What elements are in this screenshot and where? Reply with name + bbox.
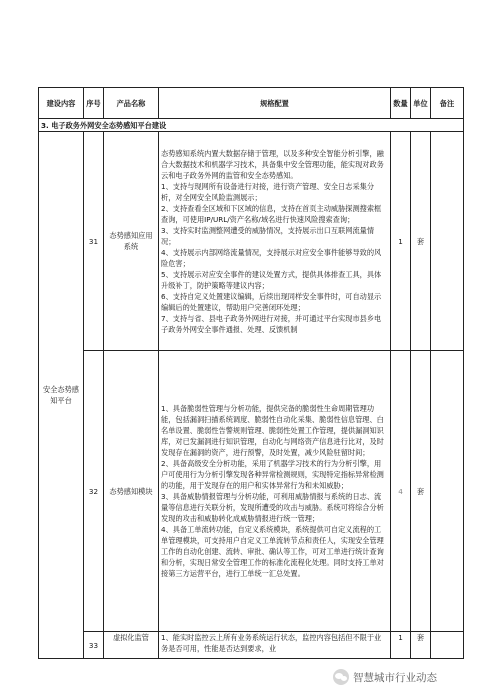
spec-table [38,87,464,659]
spec-line: 1、能实时监控云上所有业务系统运行状态，监控内容包括但不限于业务是否可用，性能是否达到要求，业 [161,633,382,653]
table-header-row [39,88,464,119]
spec-line: 3、支持实时监测整网遭受的威胁情况，支持展示出口互联网流量情况； [161,225,375,246]
note [431,632,464,659]
watermark-text: 智慧城市行业动态 [353,671,437,684]
product-name: 虚拟化监管 [104,632,159,659]
spec-cell [159,351,391,632]
spec-line: 7、支持与省、县电子政务外网进行对接，并可通过平台实现市县乡电子政务外网安全事件通报、处理、反馈机制 [161,313,382,334]
wechat-icon [333,669,349,685]
spec-line: 4、具备工单流转功能，自定义系统模块，系统提供可自定义流程的工单管理模块，可支持用户自定义工单流转节点和责任人，实现安全管理工作的自动化创建、流转、审批、确认等工作，可对工单进行统计查询和分析，实现日常安全管理工作的标准化流程化处理。同时支持工单对接第三方运营平台，进行工单统一汇总处置。 [161,525,384,578]
header-construction: 建设内容 [39,88,84,119]
unit: 套 [411,632,431,659]
spec-cell [159,632,391,659]
spec-line: 3、具备威胁情报管理与分析功能，可利用威胁情报与系统的日志、流量等信息进行关联分析，发现所遭受的攻击与威胁。系统可将综合分析发现的攻击和威胁转化成威胁情报进行统一管理； [161,492,384,523]
spec-line: 2、支持查看全区域和下区域的信息，支持在首页主动威胁探测搜索框查询，可使用IP/URL/资产名称/域名进行快速风险搜索查询； [161,203,382,224]
table-row [39,351,464,632]
header-quantity: 数量 [391,88,411,119]
spec-line: 态势感知系统内置大数据存储于管理，以及多种安全智能分析引擎，融合大数据技术和机器学习技术，具备集中安全管理功能，能实现对政务云和电子政务外网的监管和安全态势感知。 [161,148,384,180]
spec-line: 6、支持自定义处置建议编辑，后续出现同样安全事件时，可自动显示编辑后的处置建议，帮助用户完善闭环处理； [161,291,382,312]
quantity: 4 [391,351,411,632]
product-name: 态势感知应用系统 [104,132,159,351]
row-number: 33 [84,632,104,659]
table-row [39,632,464,659]
spec-line: 4、支持展示内部网络流量情况，支持展示对应安全事件能够导致的风险危害； [161,247,382,268]
quantity: 1 [391,632,411,659]
header-product-name: 产品名称 [104,88,159,119]
row-number: 31 [84,132,104,351]
quantity: 1 [391,132,411,351]
table-row [39,132,464,351]
spec-line: 1、具备脆弱性管理与分析功能，提供完备的脆弱性生命周期管理功能，包括漏洞扫描系统调度、脆弱性自动化采集、脆弱性信息管理、白名单设置、脆弱性告警规则管理、脆弱性处置工作管理，提供漏洞知识库，对已发漏洞进行知识管理，自动化与网络资产信息进行比对，及时发现存在漏洞的资产，进行预警，及时处置，减少风险驻留时间； [161,404,384,457]
group-label: 安全态势感知平台 [39,132,84,659]
product-name: 态势感知模块 [104,351,159,632]
note [431,132,464,351]
watermark [333,666,493,688]
unit: 套 [411,351,431,632]
spec-cell [159,132,391,351]
spec-line: 2、具备高级安全分析功能，采用了机器学习技术的行为分析引擎，用户可使用行为分析引擎发现各种异常检测规则，实现特定指标异常检测的功能，用于发现存在的用户和实体异常行为和未知威胁； [161,459,384,490]
header-spec: 规格配置 [159,88,391,119]
spec-line: 5、支持展示对应安全事件的建议处置方式，提供具体排查工具，具体升级补丁，防护策略等建议内容； [161,269,382,290]
spec-line: 1、支持与现网所有设备进行对接，进行资产管理、安全日志采集分析，对全网安全风险监测展示； [161,181,375,202]
section-row [39,119,464,132]
section-title: 3. 电子政务外网安全态势感知平台建设 [39,119,464,132]
row-number: 32 [84,351,104,632]
header-note: 备注 [431,88,464,119]
header-unit: 单位 [411,88,431,119]
header-number: 序号 [84,88,104,119]
note [431,351,464,632]
unit: 套 [411,132,431,351]
